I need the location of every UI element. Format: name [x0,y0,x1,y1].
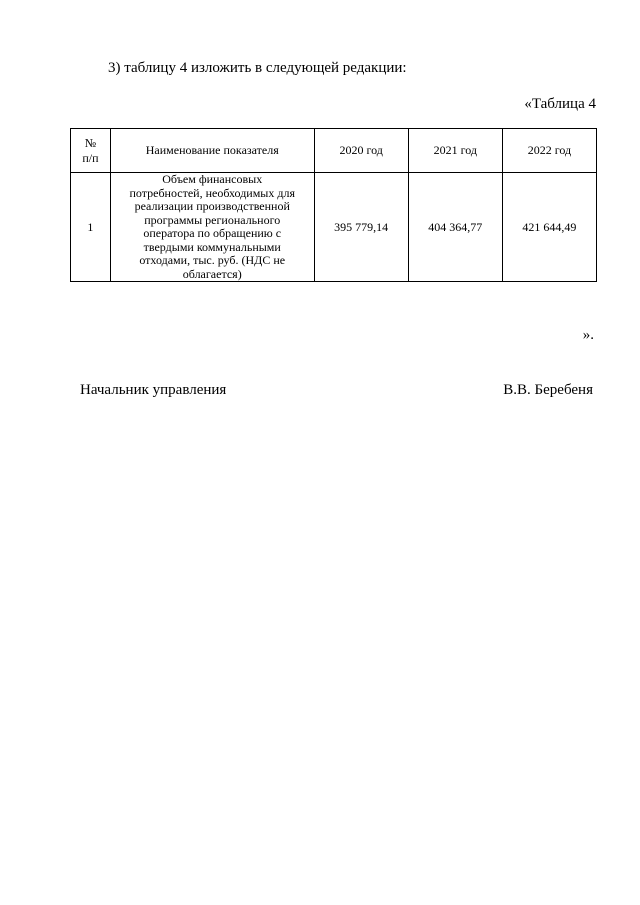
indicator-line: программы регионального [144,212,281,227]
value-2021-cell: 404 364,77 [408,173,502,282]
indicator-line: отходами, тыс. руб. (НДС не [139,253,286,267]
indicator-line: реализации производственной [134,199,290,213]
header-num-abbr: п/п [82,150,99,165]
header-year-2021: 2021 год [408,129,502,173]
value-2022-cell: 421 644,49 [502,173,596,282]
indicator-line: Объем финансовых [162,172,263,186]
signature-position: Начальник управления [80,382,227,398]
table-caption: «Таблица 4 [524,96,596,112]
table-header-row [71,129,597,173]
header-num-symbol: № [84,135,97,150]
indicator-line: оператора по обращению с [143,226,282,240]
header-num [71,129,111,173]
table-row [71,173,597,282]
row-num-cell: 1 [71,173,111,282]
indicator-line: потребностей, необходимых для [129,185,295,200]
header-year-2020: 2020 год [314,129,408,173]
value-2020-cell: 395 779,14 [314,173,408,282]
header-year-2022: 2022 год [502,129,596,173]
intro-text: 3) таблицу 4 изложить в следующей редакции: [108,60,407,76]
signature-name: В.В. Беребеня [503,382,593,398]
header-indicator: Наименование показателя [110,129,314,173]
financial-needs-table [70,128,597,282]
indicator-line: облагается) [182,266,242,281]
closing-quote: ». [582,327,594,343]
row-indicator-cell [110,173,314,282]
indicator-line: твердыми коммунальными [143,239,281,254]
